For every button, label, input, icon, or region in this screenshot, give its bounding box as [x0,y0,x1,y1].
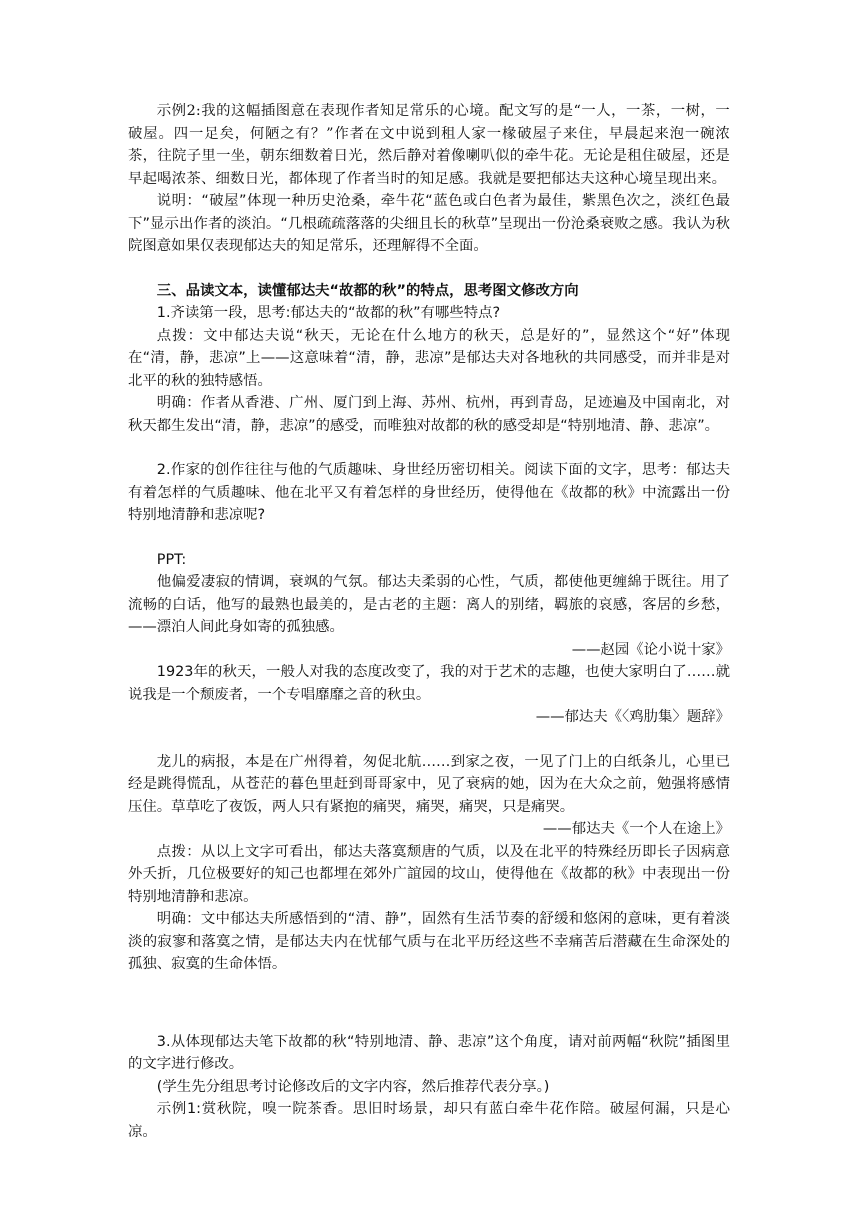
tip-1: 点拨：文中郁达夫说“秋天，无论在什么地方的秋天，总是好的”，显然这个“好”体现在“清，静，悲凉”上——这意味着“清，静，悲凉”是郁达夫对各地秋的共同感受，而并非是对北平的秋的独特感悟。 [128,327,730,389]
discussion-note: (学生先分组思考讨论修改后的文字内容，然后推荐代表分享。) [156,1078,550,1095]
quote-2: 1923年的秋天，一般人对我的态度改变了，我的对于艺术的志趣，也使大家明白了……就说我是一个颓废者，一个专唱靡靡之音的秋虫。 [128,664,730,703]
quote-2-source: ——郁达夫《〈鸡肋集〉题辞》 [535,709,730,725]
question-3: 3.从体现郁达夫笔下故都的秋“特别地清、静、悲凉”这个角度，请对前两幅“秋院”插图里的文字进行修改。 [128,1033,730,1072]
quote-1-source: ——赵园《论小说十家》 [571,641,730,658]
tip-2: 点拨：从以上文字可看出，郁达夫落寞颓唐的气质，以及在北平的特殊经历即长子因病意外夭折，几位极要好的知己也都埋在郊外广誼园的坟山，使得他在《故都的秋》中表现出一份特别地清静和悲凉。 [128,843,730,905]
quote-3-source: ——郁达夫《一个人在途上》 [542,821,730,837]
document-page [128,100,730,1143]
clarification-1: 明确：作者从香港、广州、厦门到上海、苏州、杭州，再到青岛，足迹遍及中国南北，对秋天都生发出“清，静，悲凉”的感受，而唯独对故都的秋的感受却是“特别地清、静、悲凉”。 [128,395,730,434]
question-2: 2.作家的创作往往与他的气质趣味、身世经历密切相关。阅读下面的文字，思考：郁达夫有着怎样的气质趣味、他在北平又有着怎样的身世经历，使得他在《故都的秋》中流露出一份特别地清静和悲凉呢? [128,462,730,523]
ppt-label: PPT: [156,551,187,568]
section-heading: 三、品读文本，读懂郁达夫“故都的秋”的特点，思考图文修改方向 [156,282,579,299]
explanation-paragraph: 说明：“破屋”体现一种历史沧桑，牵牛花“蓝色或白色者为最佳，紫黑色次之，淡红色最下”显示出作者的淡泊。“几根疏疏落落的尖细且长的秋草”呈现出一份沧桑衰败之感。我认为秋院图意如果仅表现郁达夫的知足常乐，还理解得不全面。 [128,193,730,254]
quote-3: 龙儿的病报，本是在广州得着，匆促北航……到家之夜，一见了门上的白纸条儿，心里已经是跳得慌乱，从苍茫的暮色里赶到哥哥家中，见了衰病的她，因为在大众之前，勉强将感情压住。草草吃了夜饭，两人只有紧抱的痛哭，痛哭，痛哭，只是痛哭。 [128,753,730,815]
clarification-2: 明确：文中郁达夫所感悟到的“清、静”，固然有生活节奏的舒缓和悠闲的意味，更有着淡淡的寂寥和落寞之情，是郁达夫内在忧郁气质与在北平历经这些不幸痛苦后潜藏在生命深处的孤独、寂寞的生命体悟。 [128,911,730,972]
question-1: 1.齐读第一段，思考:郁达夫的“故都的秋”有哪些特点? [156,305,501,321]
example-2-paragraph: 示例2:我的这幅插图意在表现作者知足常乐的心境。配文写的是“一人，一茶，一树，一破屋。四一足矣，何陋之有？”作者在文中说到租人家一椽破屋子来住，早晨起来泡一碗浓茶，往院子里一坐，朝东细数着日光，然后静对着像喇叭似的牵牛花。无论是租住破屋，还是早起喝浓茶、细数日光，都体现了作者当时的知足感。我就是要把郁达夫这种心境呈现出来。 [128,103,730,187]
example-1-paragraph: 示例1:赏秋院，嗅一院茶香。思旧时场景，却只有蓝白牵牛花作陪。破屋何漏，只是心凉。 [128,1101,730,1140]
quote-1: 他偏爱凄寂的情调，衰飒的气氛。郁达夫柔弱的心性，气质，都使他更缠綿于既往。用了流畅的白话，他写的最熟也最美的，是古老的主题：离人的别绪，羁旅的哀感，客居的乡愁，——漂泊人间此身如寄的孤独感。 [128,574,730,635]
